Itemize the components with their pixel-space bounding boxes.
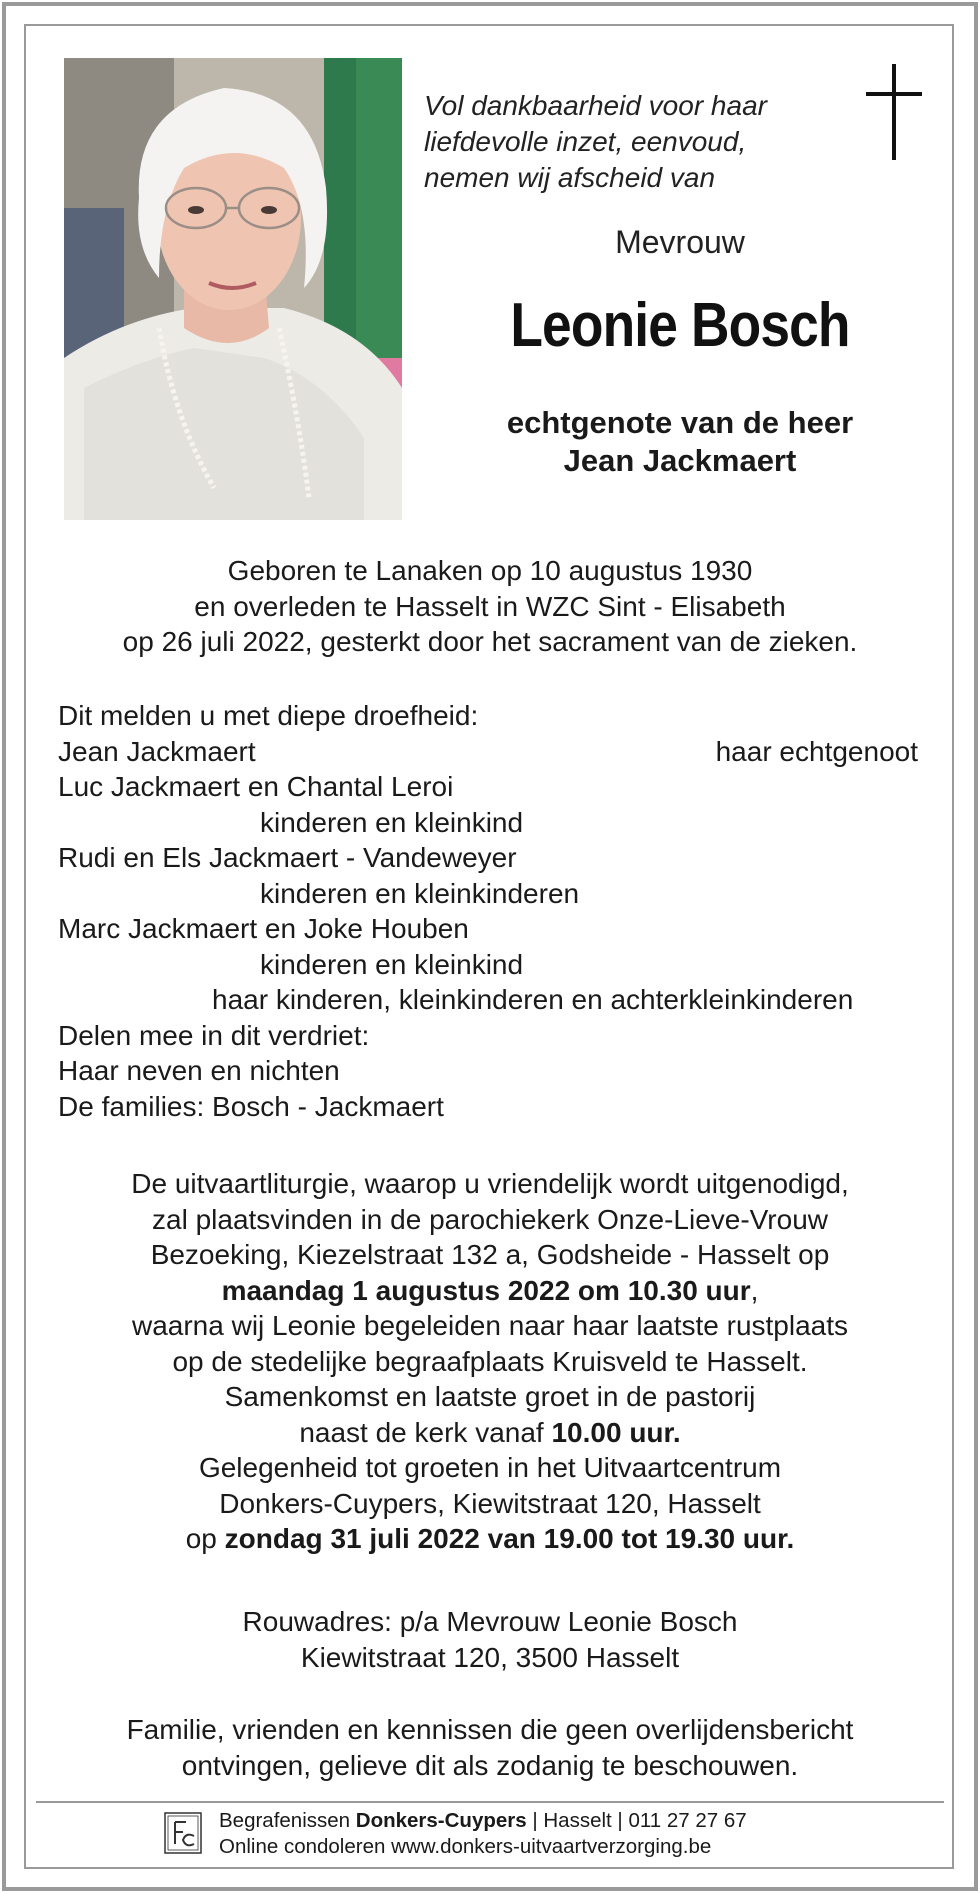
intro-line: liefdevolle inzet, eenvoud, — [424, 126, 747, 157]
footer-text — [219, 1808, 747, 1860]
service-line: De uitvaartliturgie, waarop u vriendelijk wordt uitgenodigd, — [131, 1168, 849, 1199]
funeral-service-info — [40, 1166, 940, 1557]
intro-line: Vol dankbaarheid voor haar — [424, 90, 767, 121]
birth-line: en overleden te Hasselt in WZC Sint - Elisabeth — [194, 590, 786, 622]
service-line: Gelegenheid tot groeten in het Uitvaartcentrum — [198, 1452, 782, 1483]
footer-line — [219, 1808, 747, 1834]
spouse-line: Jean Jackmaert — [563, 443, 797, 478]
service-line: op de stedelijke begraafplaats Kruisveld te Hasselt. — [172, 1345, 808, 1377]
service-line — [40, 1273, 940, 1309]
closing-line: ontvingen, gelieve dit als zodanig te beschouwen. — [181, 1749, 799, 1781]
birth-line: Geboren te Lanaken op 10 augustus 1930 — [227, 555, 753, 586]
mourner-relation: kinderen en kleinkind — [260, 948, 524, 980]
mourners-heading: Dit melden u met diepe droefheid: — [58, 700, 479, 731]
mourners-list — [58, 698, 918, 1124]
closing-line: Familie, vrienden en kennissen die geen overlijdensbericht — [126, 1714, 854, 1745]
birth-line: op 26 juli 2022, gesterkt door het sacrament van de zieken. — [122, 626, 858, 657]
mourner-name: Rudi en Els Jackmaert - Vandeweyer — [58, 842, 517, 873]
closing-note — [40, 1712, 940, 1783]
intro-text — [424, 88, 844, 196]
portrait-photo — [64, 58, 402, 520]
service-line-text: op — [185, 1523, 225, 1554]
spouse-line: echtgenote van de heer — [506, 405, 854, 440]
mourner-relation: haar echtgenoot — [715, 735, 918, 767]
service-line: zal plaatsvinden in de parochiekerk Onze-Lieve-Vrouw — [152, 1203, 828, 1235]
salutation: Mevrouw — [615, 224, 745, 260]
footer-contact: | Hasselt | 011 27 27 67 — [526, 1809, 747, 1832]
mourner-relation: kinderen en kleinkind — [260, 806, 524, 838]
footer-website[interactable]: Online condoleren www.donkers-uitvaartverzorging.be — [219, 1835, 712, 1858]
mourner-name: Marc Jackmaert en Joke Houben — [58, 913, 469, 944]
mourners-summary: haar kinderen, kleinkinderen en achterkleinkinderen — [212, 984, 854, 1015]
address-line: Rouwadres: p/a Mevrouw Leonie Bosch — [242, 1606, 738, 1637]
mourner-name: Luc Jackmaert en Chantal Leroi — [58, 771, 454, 802]
spouse-info — [420, 404, 940, 480]
share-line: Haar neven en nichten — [58, 1055, 340, 1086]
birth-death-info — [40, 553, 940, 660]
funeral-home-logo — [164, 1812, 202, 1854]
service-line-tail: , — [750, 1274, 759, 1306]
footer-divider — [36, 1801, 944, 1803]
mourner-name: Jean Jackmaert — [58, 735, 256, 767]
share-heading: Delen mee in dit verdriet: — [58, 1019, 370, 1051]
address-line: Kiewitstraat 120, 3500 Hasselt — [300, 1641, 680, 1673]
deceased-name: Leonie Bosch — [510, 291, 850, 360]
service-line — [40, 1521, 940, 1557]
service-line-text: naast de kerk vanaf — [299, 1416, 552, 1448]
visitation-time: zondag 31 juli 2022 van 19.00 tot 19.30 uur. — [224, 1523, 795, 1554]
funeral-home-name: Donkers-Cuypers — [355, 1809, 527, 1832]
mourner-relation: kinderen en kleinkinderen — [260, 877, 580, 909]
footer-prefix: Begrafenissen — [219, 1809, 356, 1832]
cross-icon — [864, 64, 924, 160]
mourner-row — [58, 734, 918, 770]
service-line: Bezoeking, Kiezelstraat 132 a, Godsheide - Hasselt op — [150, 1239, 830, 1270]
gathering-time: 10.00 uur. — [551, 1416, 681, 1448]
service-line — [40, 1415, 940, 1451]
service-line: Samenkomst en laatste groet in de pastorij — [224, 1381, 756, 1412]
service-line: Donkers-Cuypers, Kiewitstraat 120, Hasselt — [219, 1487, 761, 1519]
service-date: maandag 1 augustus 2022 om 10.30 uur — [221, 1274, 751, 1306]
intro-line: nemen wij afscheid van — [424, 162, 716, 193]
service-line: waarna wij Leonie begeleiden naar haar laatste rustplaats — [131, 1310, 849, 1341]
mourning-address — [40, 1604, 940, 1675]
share-line: De families: Bosch - Jackmaert — [58, 1090, 444, 1122]
